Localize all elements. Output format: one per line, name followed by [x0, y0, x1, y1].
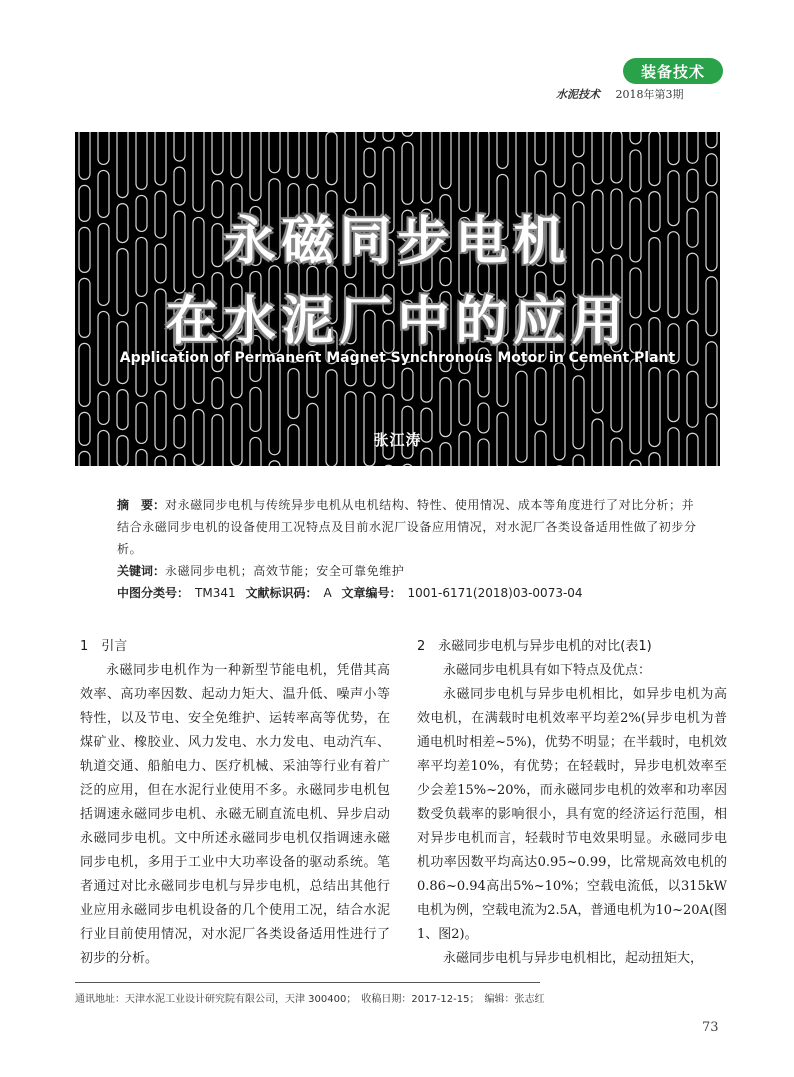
keywords-label: 关键词：	[117, 564, 166, 578]
intro-paragraph: 永磁同步电机作为一种新型节能电机，凭借其高效率、高功率因数、起动力矩大、温升低、噪声小等特性，以及节电、安全免维护、运转率高等优势，在煤矿业、橡胶业、风力发电、水力发电、电动汽车、轨道交通、船舶电力、医疗机械、采油等行业有着广泛的应用，但在水泥行业使用不多。永磁同步电机包括调速永磁同步电机、永磁无刷直流电机、异步启动永磁同步电机。文中所述永磁同步电机仅指调速永磁同步电机，多用于工业中大功率设备的驱动系统。笔者通过对比永磁同步电机与异步电机，总结出其他行业应用永磁同步电机设备的几个使用工况，结合水泥行业目前使用情况，对水泥厂各类设备适用性进行了初步的分析。	[80, 663, 390, 966]
keywords	[117, 560, 697, 582]
title-line-2: 在水泥厂中的应用	[165, 292, 630, 352]
title-banner	[75, 132, 720, 466]
journal-header	[556, 86, 684, 102]
comparison-paragraph-1: 永磁同步电机具有如下特点及优点：	[443, 663, 652, 678]
footnote-divider	[75, 982, 540, 983]
title-line-1: 永磁同步电机	[223, 212, 572, 272]
doc-code-label: 文献标识码：	[245, 586, 318, 600]
abstract-text: 对永磁同步电机与传统异步电机从电机结构、特性、使用情况、成本等角度进行了对比分析；并结合永磁同步电机的设备使用工况特点及目前水泥厂设备应用情况，对水泥厂各类设备适用性做了初步分析。	[117, 498, 697, 556]
journal-name: 水泥技术	[556, 88, 600, 101]
left-column	[80, 635, 390, 971]
page-number: 73	[702, 1020, 719, 1035]
classification-line	[117, 582, 697, 604]
clc-value: TM341	[195, 586, 236, 600]
footnote: 通讯地址：天津水泥工业设计研究院有限公司，天津 300400； 收稿日期：2017-12-15； 编辑：张志红	[75, 994, 545, 1005]
abstract	[117, 494, 697, 560]
comparison-paragraph-2: 永磁同步电机与异步电机相比，如异步电机为高效电机，在满载时电机效率平均差2%(异步电机为普通电机时相差~5%)，优势不明显；在半载时，电机效率平均差10%，有优势；在轻载时，异步电机效率至少会差15%~20%，而永磁同步电机的效率和功率因数受负载率的影响很小，具有宽的经济运行范围，相对异步电机而言，轻载时节电效果明显。永磁同步电机功率因数平均高达0.95~0.99，比常规高效电机的0.86~0.94高出5%~10%；空载电流低，以315kW电机为例，空载电流为2.5A，普通电机为10~20A(图1、图2)。	[417, 687, 727, 942]
english-title: Application of Permanent Magnet Synchronous Motor in Cement Plant	[119, 350, 676, 366]
article-no-label: 文章编号：	[341, 586, 402, 600]
section-badge: 装备技术	[623, 58, 723, 84]
author-name: 张江涛	[373, 431, 422, 449]
journal-issue: 2018年第3期	[615, 88, 684, 101]
clc-label: 中图分类号：	[117, 586, 190, 600]
doc-code-value: A	[323, 586, 332, 600]
comparison-paragraph-3: 永磁同步电机与异步电机相比，起动扭矩大，	[443, 951, 704, 966]
abstract-block	[117, 494, 697, 604]
section-heading-2: 2 永磁同步电机与异步电机的对比(表1)	[417, 639, 652, 654]
right-column	[417, 635, 727, 971]
section-heading-1: 1 引言	[80, 639, 128, 654]
article-no-value: 1001-6171(2018)03-0073-04	[407, 586, 583, 600]
abstract-label: 摘 要：	[117, 498, 166, 512]
keywords-text: 永磁同步电机；高效节能；安全可靠免维护	[165, 564, 405, 578]
